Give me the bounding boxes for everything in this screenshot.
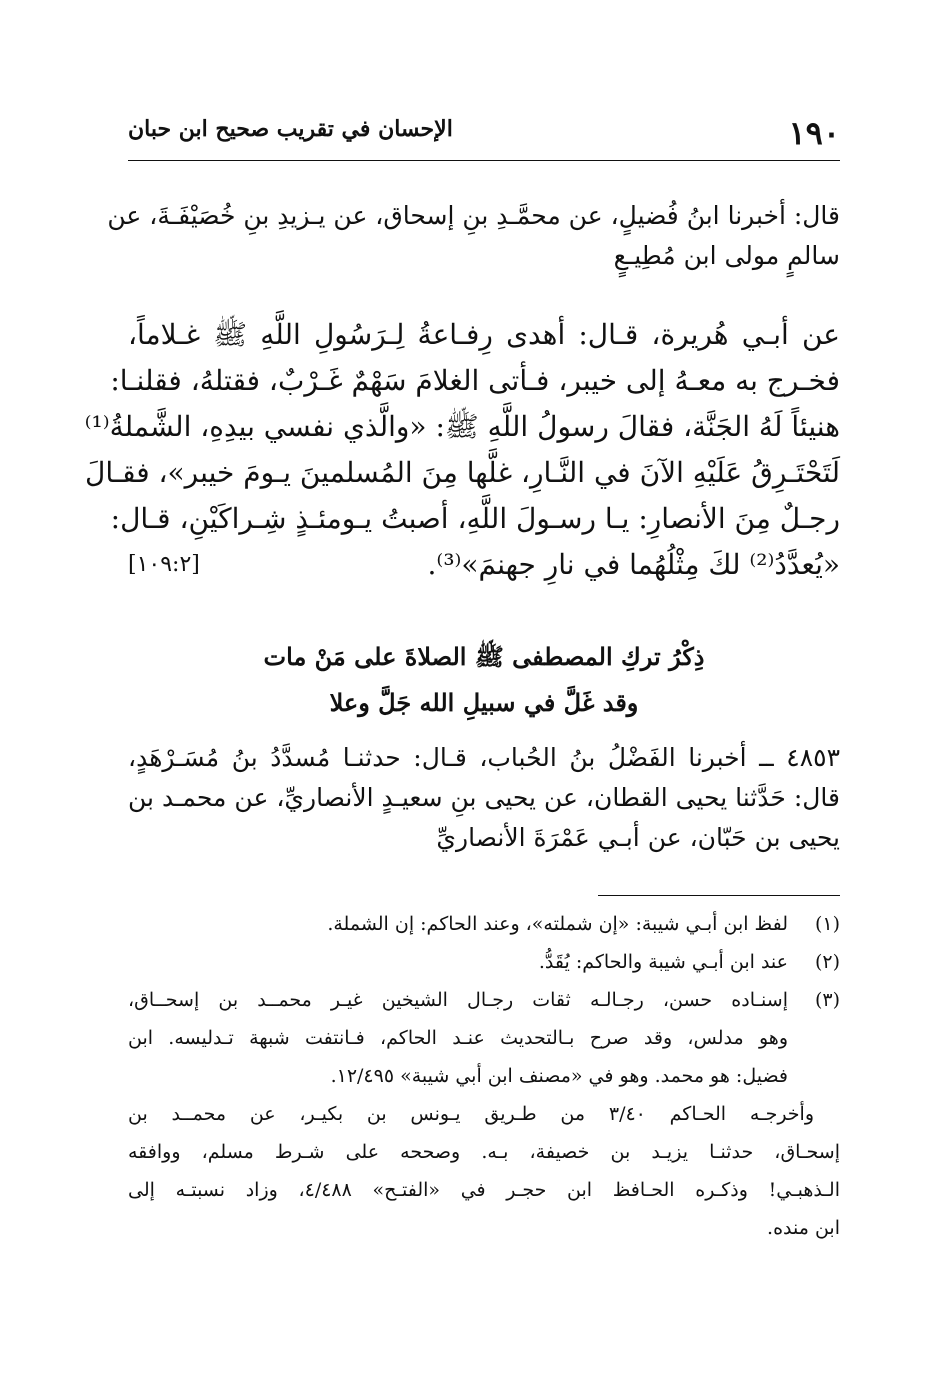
footnote-line: وهو مدلس، وقد صرح بـالتحديث عنـد الحاكم، فـانتفت شبهة تـدليسه. ابن: [128, 1027, 788, 1049]
text-line: لَتَحْتَـرِقُ عَلَيْهِ الآنَ في النَّـارِ، غلَّها مِنَ المُسلمينَ يـومَ خيبر»، فقـالَ: [84, 456, 840, 489]
footnote-number: (٢): [814, 951, 840, 973]
footnote-line: إسحـاق، حدثنـا يزيـد بن خصيفة، بـه. وصححه على شـرط مسلم، ووافقه: [128, 1141, 840, 1163]
footnote-number: (١): [814, 913, 840, 935]
isnad-continued: [107, 196, 840, 276]
running-title: الإحسان في تقريب صحيح ابن حبان: [128, 116, 453, 142]
hadith-last-line: [128, 542, 840, 588]
text-line: «يُعدَّدُ⁽²⁾ لكَ مِثْلُهُما في نارِ جهنمَ»⁽³⁾.: [427, 548, 840, 581]
heading-line: وقد غَلَّ في سبيلِ الله جَلَّ وعلا: [329, 688, 639, 717]
text-line: هنيئاً لَهُ الجَنَّة، فقالَ رسولُ اللَّهِ ﷺ: «والَّذي نفسي بيدِهِ، الشَّملةُ⁽¹⁾: [84, 410, 840, 443]
text-line: سالمٍ مولى ابن مُطِيـعٍ: [613, 241, 840, 270]
hadith-reference: [١٠٩:٢]: [128, 552, 200, 577]
footnote-line: ابن منده.: [767, 1217, 840, 1239]
hadith-text: [84, 312, 840, 588]
footnote-line: إسنـاده حسن، رجـالـه ثقات رجـال الشيخين غيـر محمــد بن إسحــاق،: [128, 989, 788, 1011]
heading-line: ذِكْرُ تركِ المصطفى ﷺ الصلاةَ على مَنْ مات: [263, 642, 705, 671]
text-line: عن أبـي هُريرة، قـال: أهدى رِفـاعةُ لِـرَسُولِ اللَّهِ ﷺ غـلاماً،: [128, 318, 840, 351]
footnote-line: وأخرجـه الحـاكم ٣/٤٠ من طـريق يـونس بن بكيـر، عن محمــد بن: [128, 1103, 814, 1125]
page-number: ١٩٠: [788, 114, 840, 152]
text-line: ٤٨٥٣ ــ أخبرنا الفَضْلُ بنُ الحُباب، قـال: حدثنـا مُسدَّدُ بنُ مُسَـرْهَدٍ،: [128, 743, 840, 772]
footnote-line: الـذهبـي! وذكـره الحـافظ ابن حجـر في «الفتـح» ٤/٤٨٨، وزاد نسبتـه إلى: [128, 1179, 841, 1201]
text-line: فخـرج به معـهُ إلى خيبر، فـأتى الغلامَ سَهْمٌ غَـرْبٌ، فقتلهُ، فقلنـا:: [110, 364, 840, 397]
text-line: قال: أخبرنا ابنُ فُضيلٍ، عن محمَّـدِ بنِ إسحاق، عن يـزيدِ بنِ خُصَيْفَـةَ، عن: [107, 201, 840, 230]
footnote-line: عند ابن أبـي شيبة والحاكم: يُقَدُّ.: [538, 951, 788, 973]
text-line: يحيى بن حَبّان، عن أبـي عَمْرَةَ الأنصاريِّ: [436, 823, 840, 852]
footnotes: [128, 905, 840, 1247]
footnote-3: [128, 981, 840, 1095]
footnote-line: لفظ ابن أبـي شيبة: «إن شملته»، وعند الحاكم: إن الشملة.: [327, 913, 788, 935]
footnote-number: (٣): [814, 989, 840, 1011]
header-divider: [128, 160, 840, 161]
text-line: قال: حَدَّثنا يحيى القطان، عن يحيى بنِ سعيـدٍ الأنصاريِّ، عن محمـد بن: [128, 783, 840, 812]
footnote-line: فضيل: هو محمد. وهو في «مصنف ابن أبي شيبة» ١٢/٤٩٥.: [330, 1065, 788, 1087]
next-hadith: [128, 738, 840, 858]
footnote-2: [128, 943, 840, 981]
footnote-divider: [598, 895, 840, 896]
footnote-1: [128, 905, 840, 943]
page-header: [128, 110, 840, 154]
footnote-3-continuation: [128, 1095, 840, 1247]
section-heading: [128, 634, 840, 726]
text-line: رجـلٌ مِنَ الأنصارِ: يـا رسـولَ اللَّهِ، أصبتُ يـومئـذٍ شِـراكَيْنِ، قـال:: [110, 502, 840, 535]
